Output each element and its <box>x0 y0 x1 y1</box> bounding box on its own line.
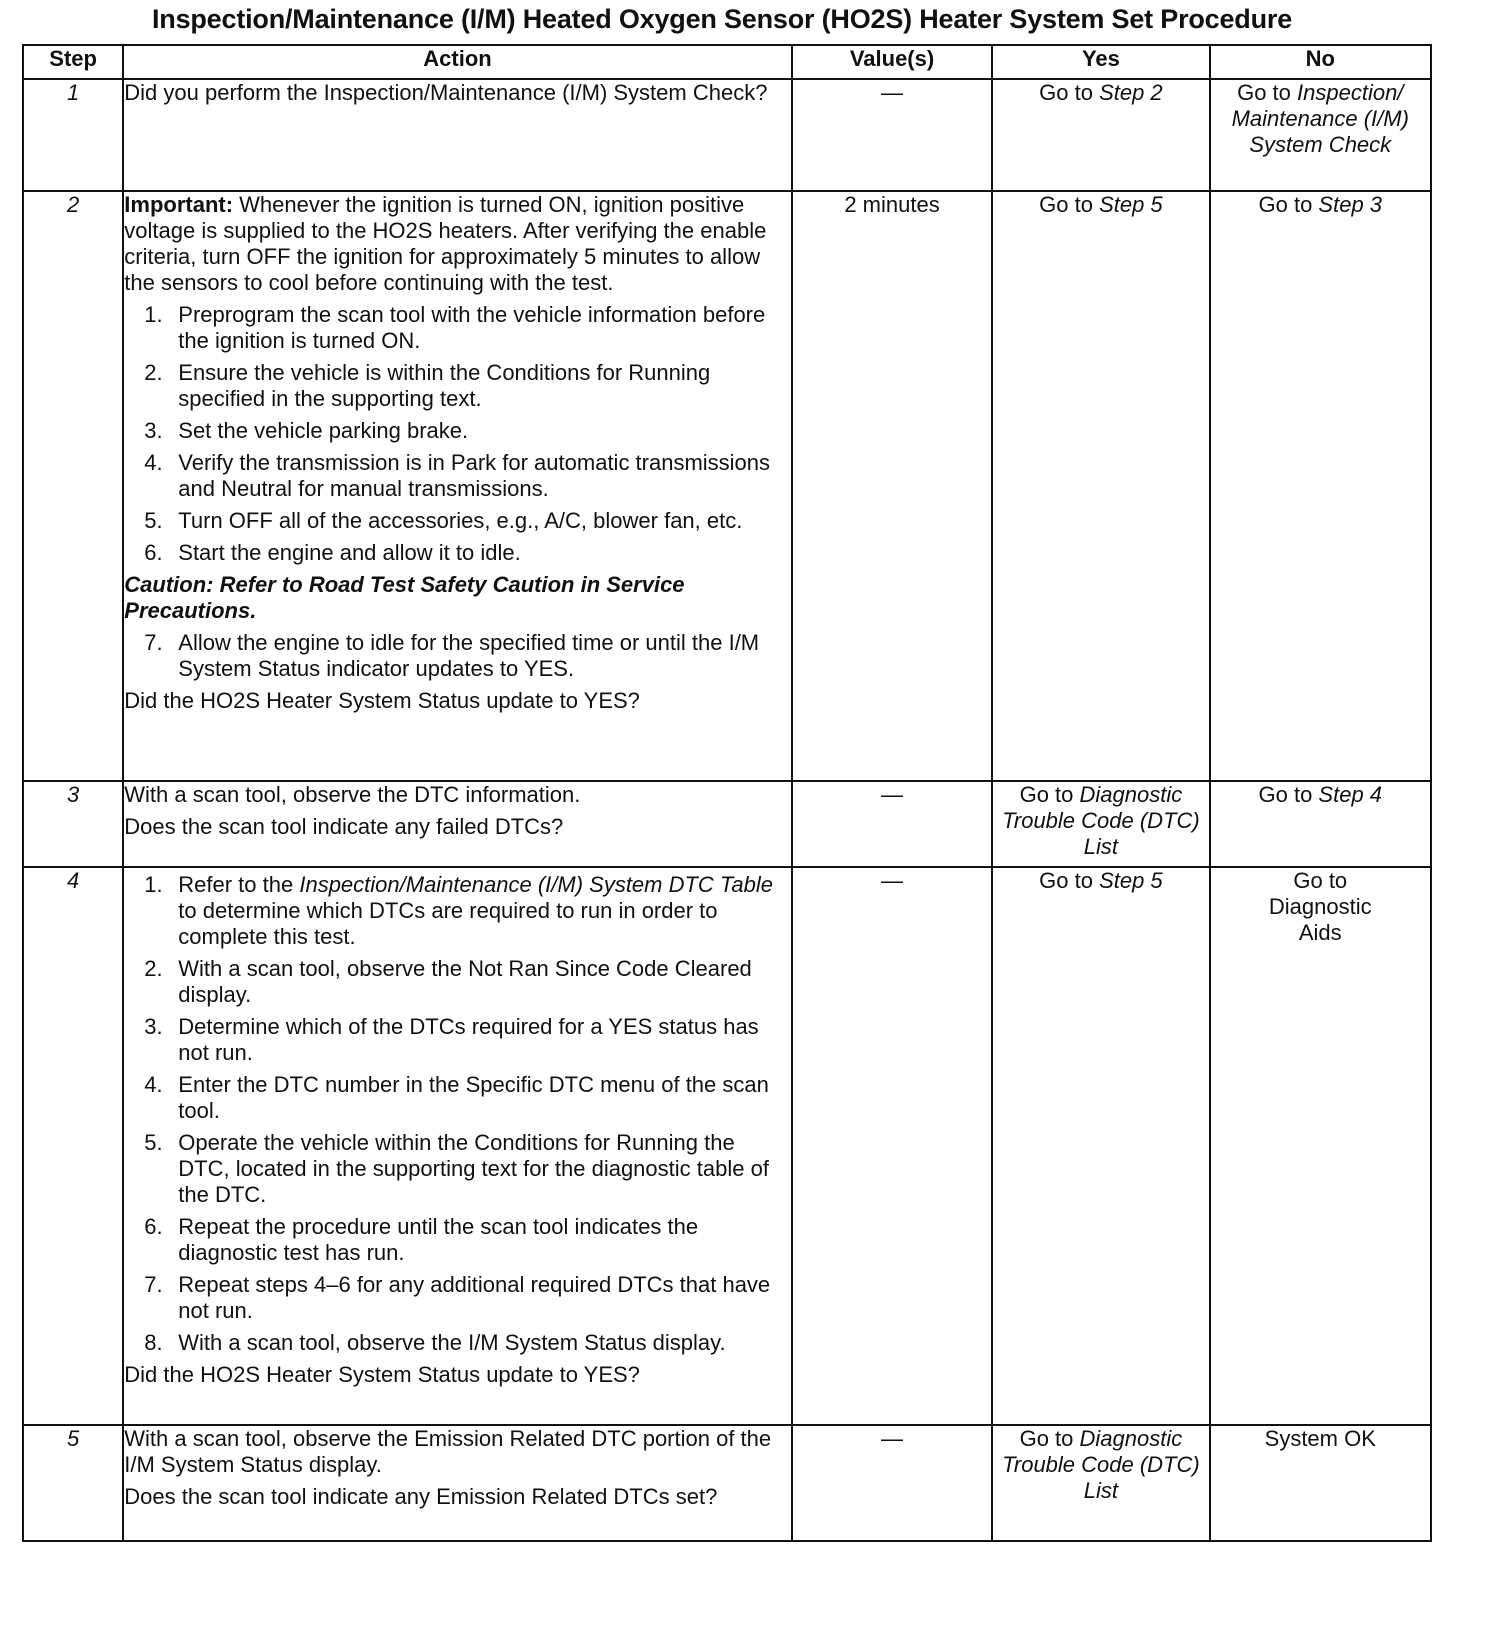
list-item: 2. With a scan tool, observe the Not Ran Since Code Cleared display. <box>144 956 752 1007</box>
table-row <box>23 867 1431 1425</box>
yes-link: Diagnostic Trouble Code (DTC) List <box>1002 1426 1200 1503</box>
list-item: 4. Enter the DTC number in the Specific DTC menu of the scan tool. <box>144 1072 769 1123</box>
action-cell <box>123 191 791 781</box>
yes-link: Step 5 <box>1099 192 1163 217</box>
question-text: Does the scan tool indicate any Emission Related DTCs set? <box>124 1484 718 1509</box>
no-link: Step 4 <box>1318 782 1383 807</box>
yes-prefix: Go to <box>1039 80 1100 105</box>
action-cell <box>123 781 791 867</box>
value-cell: 2 minutes <box>792 191 993 781</box>
step-number: 4 <box>23 867 123 1425</box>
table-row <box>23 781 1431 867</box>
page-title: Inspection/Maintenance (I/M) Heated Oxygen Sensor (HO2S) Heater System Set Procedure <box>151 4 1293 34</box>
step-list <box>124 872 790 1356</box>
caution-note: Caution: Refer to Road Test Safety Caution in Service Precautions. <box>124 572 685 623</box>
question-text: Did the HO2S Heater System Status update to YES? <box>124 1362 640 1387</box>
step-number: 3 <box>23 781 123 867</box>
no-prefix: Go to <box>1237 80 1298 105</box>
no-text: System OK <box>1264 1426 1376 1451</box>
value-cell: — <box>792 867 993 1425</box>
no-cell <box>1210 79 1431 191</box>
no-text: Go to Diagnostic Aids <box>1268 868 1372 945</box>
header-action: Action <box>123 45 791 79</box>
no-cell <box>1210 1425 1431 1541</box>
no-cell <box>1210 867 1431 1425</box>
no-link: Step 3 <box>1318 192 1383 217</box>
no-cell: Go to Step 4 <box>1210 781 1431 867</box>
yes-cell: Go to Diagnostic Trouble Code (DTC) List <box>992 781 1209 867</box>
header-yes: Yes <box>992 45 1209 79</box>
step-list <box>124 302 790 566</box>
step-number: 1 <box>23 79 123 191</box>
list-item: 1. Refer to the Inspection/Maintenance (I/M) System DTC Table to determine which DTCs are required to run in order to complete this test. <box>144 872 773 949</box>
list-item: 3. Determine which of the DTCs required for a YES status has not run. <box>144 1014 759 1065</box>
important-text: Whenever the ignition is turned ON, ignition positive voltage is supplied to the HO2S heaters. After verifying the enable criteria, turn OFF the ignition for approximately 5 minutes to allow the sensors to cool before continuing with the test. <box>124 192 767 295</box>
list-item: 7. Allow the engine to idle for the specified time or until the I/M System Status indicator updates to YES. <box>144 630 760 681</box>
list-item: 8. With a scan tool, observe the I/M System Status display. <box>144 1330 726 1355</box>
list-item: 6. Start the engine and allow it to idle. <box>144 540 521 565</box>
yes-cell: Go to Step 5 <box>992 867 1209 1425</box>
yes-cell: Go to Step 5 <box>992 191 1209 781</box>
header-row <box>23 45 1431 79</box>
header-no: No <box>1210 45 1431 79</box>
action-text: With a scan tool, observe the DTC information. <box>124 782 581 807</box>
action-text: Did you perform the Inspection/Maintenance (I/M) System Check? <box>124 80 768 105</box>
table-row <box>23 1425 1431 1541</box>
step-number: 5 <box>23 1425 123 1541</box>
table-row <box>23 79 1431 191</box>
value-cell: — <box>792 781 993 867</box>
action-cell <box>123 1425 791 1541</box>
action-cell <box>123 79 791 191</box>
yes-link: Diagnostic Trouble Code (DTC) List <box>1002 782 1200 859</box>
question-text: Did the HO2S Heater System Status update to YES? <box>124 688 640 713</box>
procedure-table <box>22 44 1432 1542</box>
question-text: Does the scan tool indicate any failed DTCs? <box>124 814 564 839</box>
yes-link: Step 2 <box>1099 80 1163 105</box>
action-text: With a scan tool, observe the Emission Related DTC portion of the I/M System Status display. <box>124 1426 772 1477</box>
header-values: Value(s) <box>792 45 993 79</box>
important-note <box>124 192 790 296</box>
list-item: 1. Preprogram the scan tool with the vehicle information before the ignition is turned ON. <box>144 302 766 353</box>
yes-link: Step 5 <box>1099 868 1163 893</box>
list-item: 3. Set the vehicle parking brake. <box>144 418 469 443</box>
header-step: Step <box>23 45 123 79</box>
list-item: 5. Operate the vehicle within the Conditions for Running the DTC, located in the supporting text for the diagnostic table of the DTC. <box>144 1130 769 1207</box>
list-item: 5. Turn OFF all of the accessories, e.g., A/C, blower fan, etc. <box>144 508 743 533</box>
table-row <box>23 191 1431 781</box>
yes-cell <box>992 79 1209 191</box>
value-cell: — <box>792 1425 993 1541</box>
action-cell <box>123 867 791 1425</box>
no-cell: Go to Step 3 <box>1210 191 1431 781</box>
important-label: Important: <box>124 192 234 217</box>
value-cell: — <box>792 79 993 191</box>
no-link: Inspection/ Maintenance (I/M) System Check <box>1231 80 1409 157</box>
yes-cell: Go to Diagnostic Trouble Code (DTC) List <box>992 1425 1209 1541</box>
list-item: 2. Ensure the vehicle is within the Conditions for Running specified in the supporting text. <box>144 360 711 411</box>
list-item: 6. Repeat the procedure until the scan tool indicates the diagnostic test has run. <box>144 1214 699 1265</box>
list-item: 4. Verify the transmission is in Park for automatic transmissions and Neutral for manual transmissions. <box>144 450 771 501</box>
step-number: 2 <box>23 191 123 781</box>
list-item: 7. Repeat steps 4–6 for any additional required DTCs that have not run. <box>144 1272 771 1323</box>
step-list <box>124 630 790 682</box>
